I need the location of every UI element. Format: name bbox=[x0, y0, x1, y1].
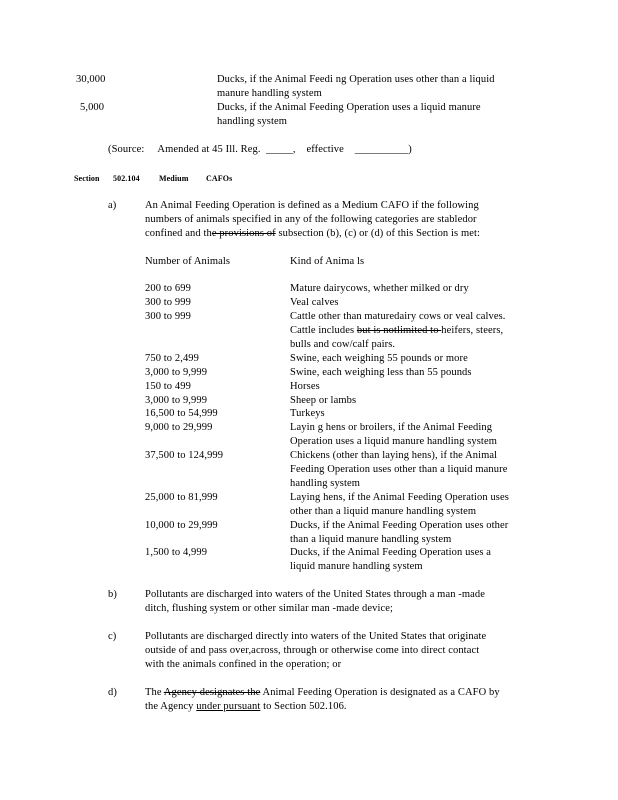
table-row-kind: than a liquid manure handling system bbox=[290, 534, 452, 545]
para-b-line1: Pollutants are discharged into waters of the United States through a man -made bbox=[145, 589, 486, 600]
source-text: Amended at 45 Ill. Reg. bbox=[157, 144, 261, 155]
table-row-number: 3,000 to 9,999 bbox=[145, 395, 208, 406]
para-d-line1-deleted: Agency designates the bbox=[163, 687, 261, 698]
source-blank-2: __________) bbox=[354, 144, 412, 155]
table-row-kind: Chickens (other than laying hens), if the Animal bbox=[290, 450, 498, 461]
para-a-line1: An Animal Feeding Operation is defined as a Medium CAFO if the following bbox=[145, 200, 479, 211]
table-row-kind: Ducks, if the Animal Feeding Operation uses a bbox=[290, 547, 492, 558]
para-a-line2: numbers of animals specified in any of the following categories are stabledor bbox=[145, 214, 477, 225]
cattle-line2-deleted: but is notlimited to bbox=[356, 325, 442, 336]
table-row-kind: Sheep or lambs bbox=[290, 395, 357, 406]
source-prefix: (Source: bbox=[108, 144, 145, 155]
table-row-kind: Veal calves bbox=[290, 297, 339, 308]
para-d-line1 bbox=[145, 686, 500, 700]
para-c-line1: Pollutants are discharged directly into waters of the United States that originate bbox=[145, 631, 487, 642]
section-title-cafos: CAFOs bbox=[206, 174, 233, 183]
table-row-number: 25,000 to 81,999 bbox=[145, 492, 218, 503]
para-d-marker: d) bbox=[108, 687, 117, 698]
table-row-kind: Mature dairycows, whether milked or dry bbox=[290, 283, 469, 294]
table-row-kind: Swine, each weighing less than 55 pounds bbox=[290, 367, 472, 378]
para-d-line2-post: to Section 502.106. bbox=[260, 701, 347, 712]
table-row-kind: other than a liquid manure handling system bbox=[290, 506, 477, 517]
table-row-kind: Layin g hens or broilers, if the Animal Feeding bbox=[290, 422, 493, 433]
para-c-line2: outside of and pass over,across, through or otherwise come into direct contact bbox=[145, 645, 480, 656]
table-header-kind: Kind of Anima ls bbox=[290, 256, 365, 267]
table-row-number: 750 to 2,499 bbox=[145, 353, 199, 364]
top-row-2-number: 5,000 bbox=[80, 102, 105, 113]
top-row-1-number: 30,000 bbox=[76, 74, 106, 85]
source-blank-1: _____, bbox=[266, 144, 296, 155]
source-effective: effective bbox=[306, 144, 344, 155]
table-row-kind: Turkeys bbox=[290, 408, 325, 419]
table-row-number: 300 to 999 bbox=[145, 297, 191, 308]
table-row-kind: Operation uses a liquid manure handling system bbox=[290, 436, 497, 447]
table-row-number: 300 to 999 bbox=[145, 311, 191, 322]
table-row-kind: Swine, each weighing 55 pounds or more bbox=[290, 353, 468, 364]
cattle-line2-post: heifers, steers, bbox=[441, 325, 504, 336]
para-b-line2: ditch, flushing system or other similar man -made device; bbox=[145, 603, 394, 614]
top-row-1-kind-line2: manure handling system bbox=[217, 88, 322, 99]
para-a-line3 bbox=[145, 227, 480, 241]
table-row-number: 1,500 to 4,999 bbox=[145, 547, 208, 558]
para-d-line1-pre: The bbox=[145, 687, 164, 698]
para-a-line3-pre: confined and th bbox=[145, 228, 212, 239]
table-header-number: Number of Animals bbox=[145, 256, 231, 267]
top-row-2-kind-line1: Ducks, if the Animal Feeding Operation uses a liquid manure bbox=[217, 102, 481, 113]
table-row-number: 200 to 699 bbox=[145, 283, 191, 294]
table-row-kind: liquid manure handling system bbox=[290, 561, 423, 572]
table-row-kind: Laying hens, if the Animal Feeding Operation uses bbox=[290, 492, 509, 503]
top-row-1-kind-line1: Ducks, if the Animal Feedi ng Operation uses other than a liquid bbox=[217, 74, 495, 85]
section-title-medium: Medium bbox=[159, 174, 189, 183]
cattle-line2-pre: Cattle includes bbox=[290, 325, 357, 336]
para-b-marker: b) bbox=[108, 589, 117, 600]
table-row-kind: Cattle other than maturedairy cows or veal calves. bbox=[290, 311, 506, 322]
table-row-kind: bulls and cow/calf pairs. bbox=[290, 339, 396, 350]
table-row-number: 9,000 to 29,999 bbox=[145, 422, 213, 433]
table-row-kind: Ducks, if the Animal Feeding Operation uses other bbox=[290, 520, 509, 531]
table-row-kind: Horses bbox=[290, 381, 320, 392]
table-row-kind: Feeding Operation uses other than a liquid manure bbox=[290, 464, 508, 475]
table-row-kind: handling system bbox=[290, 478, 361, 489]
section-number: 502.104 bbox=[113, 174, 140, 183]
para-d-line2 bbox=[145, 700, 347, 714]
para-d-line1-post: Animal Feeding Operation is designated as a CAFO by bbox=[260, 687, 500, 698]
para-a-marker: a) bbox=[108, 200, 117, 211]
table-row-number: 16,500 to 54,999 bbox=[145, 408, 218, 419]
source-note bbox=[108, 143, 412, 157]
table-row-number: 150 to 499 bbox=[145, 381, 191, 392]
section-label: Section bbox=[74, 174, 100, 183]
para-a-line3-deleted: e provisions of bbox=[211, 228, 276, 239]
para-d-line2-pre: the Agency bbox=[145, 701, 197, 712]
para-c-line3: with the animals confined in the operation; or bbox=[145, 659, 342, 670]
table-row-number: 3,000 to 9,999 bbox=[145, 367, 208, 378]
table-row-number: 10,000 to 29,999 bbox=[145, 520, 218, 531]
para-c-marker: c) bbox=[108, 631, 117, 642]
para-d-line2-inserted: under pursuant bbox=[196, 701, 261, 712]
table-row-number: 37,500 to 124,999 bbox=[145, 450, 224, 461]
top-row-2-kind-line2: handling system bbox=[217, 116, 288, 127]
table-row-kind-cattle-includes bbox=[290, 324, 503, 338]
para-a-line3-post: subsection (b), (c) or (d) of this Section is met: bbox=[275, 228, 481, 239]
